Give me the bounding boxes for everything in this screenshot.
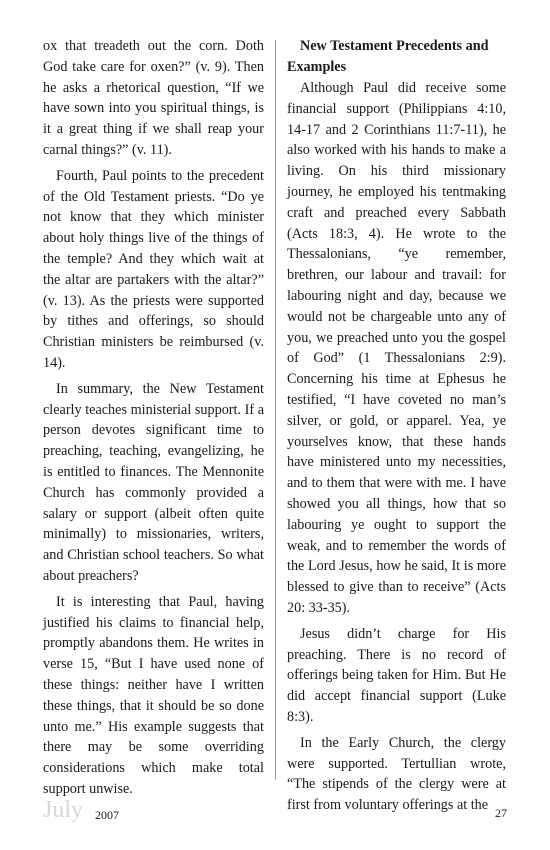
body-paragraph: In the Early Church, the clergy were supported. Tertullian wrote, “The stipends of the clergy were at first from voluntary offerings at the — [287, 734, 506, 814]
right-column — [287, 36, 506, 816]
page-number: 27 — [495, 806, 507, 820]
section-heading: New Testament Precedents and Examples — [287, 38, 489, 75]
body-paragraph: Fourth, Paul points to the precedent of the Old Testament priests. “Do ye not know that they which minister about holy things live of the things of the temple? And they which wait at the altar are partakers with the altar?” (v. 13). As the priests were supported by tithes and offerings, so should Christian ministers be reimbursed (v. 14). — [43, 167, 264, 371]
footer-year: 2007 — [95, 808, 119, 822]
footer-month: July — [43, 797, 84, 823]
left-column — [43, 36, 264, 800]
column-divider — [275, 40, 276, 780]
body-paragraph: It is interesting that Paul, having justified his claims to financial help, promptly abandons them. He writes in verse 15, “But I have used none of these things: neither have I written these things, that it should be so done unto me.” His example suggests that there may be some overriding considerations which make total support unwise. — [43, 593, 264, 797]
body-paragraph: Jesus didn’t charge for His preaching. There is no record of offerings being taken for Him. But He did accept financial support (Luke 8:3). — [287, 625, 506, 725]
body-paragraph: ox that treadeth out the corn. Doth God take care for oxen?” (v. 9). Then he asks a rhetorical question, “If we have sown into you spiritual things, is it a great thing if we shall reap your carnal things?” (v. 11). — [43, 38, 264, 158]
body-paragraph: Although Paul did receive some financial support (Philippians 4:10, 14-17 and 2 Corinthians 11:7-11), he also worked with his hands to make a living. On his third missionary journey, he employed his tentmaking craft and preached every Sabbath (Acts 18:3, 4). He wrote to the Thessalonians, “ye remember, brethren, our labour and travail: for labouring night and day, because we would not be chargeable unto any of you, we preached unto you the gospel of God” (1 Thessalonians 2:9). Concerning his time at Ephesus he testified, “I have coveted no man’s silver, or gold, or apparel. Yea, ye yourselves know, that these hands have ministered unto my necessities, and to them that were with me. I have showed you all things, how that so labouring ye ought to support the weak, and to remember the words of the Lord Jesus, how he said, It is more blessed to give than to receive” (Acts 20: 33-35). — [287, 80, 506, 616]
body-paragraph: In summary, the New Testament clearly teaches ministerial support. If a person devotes significant time to preaching, teaching, evangelizing, he is entitled to finances. The Mennonite Church has commonly provided a salary or support (albeit often quite minimally) to missionaries, writers, and Christian school teachers. So what about preachers? — [43, 380, 264, 584]
